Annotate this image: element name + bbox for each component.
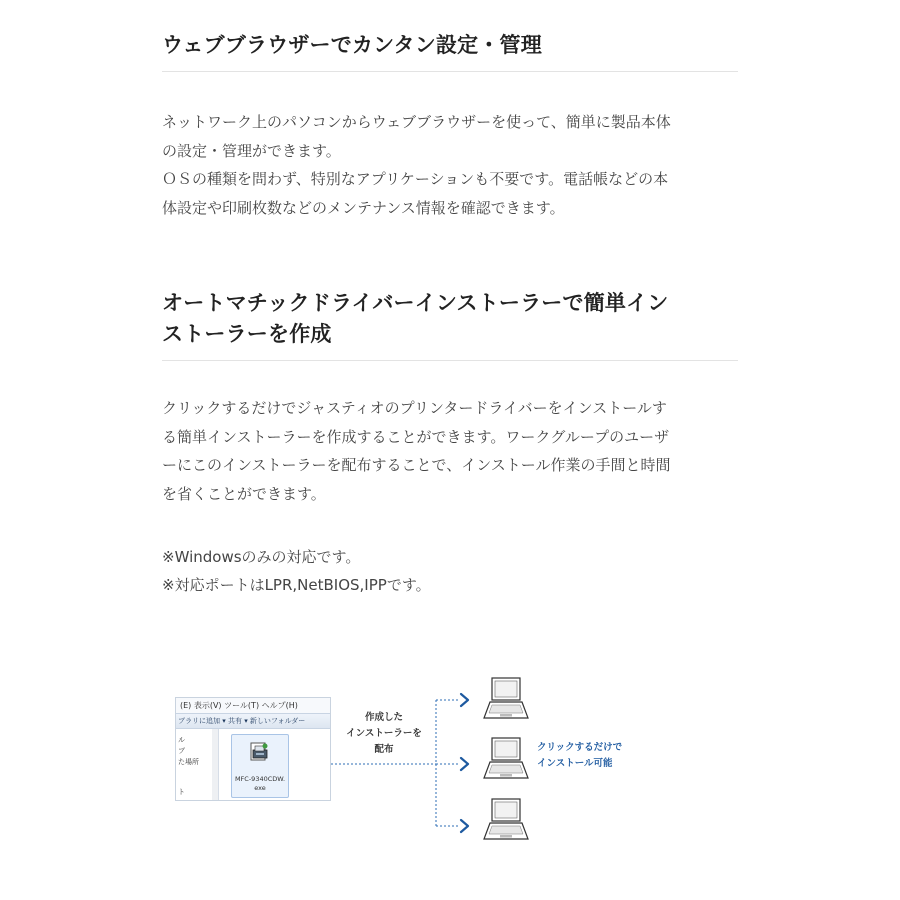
nav-item: ル [178,736,185,744]
distribute-label-line: インストーラーを [346,728,422,739]
body-line: る簡単インストーラーを作成することができます。ワークグループのユーザ [162,427,670,446]
distribute-label-line: 配布 [374,744,394,755]
body-line: ーにこのインストーラーを配布することで、インストール作業の手間と時間 [162,456,671,474]
nav-item: ト [178,788,185,796]
distribute-label-line: 作成した [364,712,403,723]
body-line: 体設定や印刷枚数などのメンテナンス情報を確認できます。 [162,198,565,217]
dotted-connectors [331,700,459,826]
body-line: ネットワーク上のパソコンからウェブブラウザーを使って、簡単に製品本体 [162,113,671,131]
body-line: クリックするだけでジャスティオのプリンタードライバーをインストールす [162,399,667,417]
laptop-icon [484,678,528,718]
click-install-line: インストール可能 [537,758,613,769]
nav-item: ブ [178,747,185,755]
body-line: ＯＳの種類を問わず、特別なアプリケーションも不要です。電話帳などの本 [162,170,669,188]
chevron-right-icon [461,694,468,706]
click-install-line: クリックするだけで [537,742,623,753]
title-line: オートマチックドライバーインストーラーで簡単イン [162,291,669,315]
file-name-line: MFC-9340CDW. [234,775,286,783]
body-line: を省くことができます。 [162,484,326,503]
file-name-line: exe [254,784,266,792]
note-supported-ports: ※対応ポートはLPR,NetBIOS,IPPです。 [162,576,431,594]
chevron-right-icon [461,758,468,770]
section-body-auto-installer [162,394,746,508]
notes [162,543,738,599]
laptop-icon [484,799,528,839]
chevron-right-icon [461,820,468,832]
section-title-auto-installer [162,288,738,361]
laptop-icon [484,738,528,778]
body-line: の設定・管理ができます。 [162,141,341,160]
title-line: ストーラーを作成 [162,322,332,346]
installer-distribution-illustration [175,672,665,848]
explorer-toolbar: ブラリに追加 ▾ 共有 ▾ 新しいフォルダー [176,713,331,729]
section-title-web-browser: ウェブブラウザーでカンタン設定・管理 [162,30,738,72]
section-body-web-browser [162,108,746,222]
explorer-menubar: (E) 表示(V) ツール(T) ヘルプ(H) [180,701,298,710]
distribution-diagram [175,672,665,848]
note-windows-only: ※Windowsのみの対応です。 [162,548,361,566]
nav-item: た場所 [178,758,199,766]
